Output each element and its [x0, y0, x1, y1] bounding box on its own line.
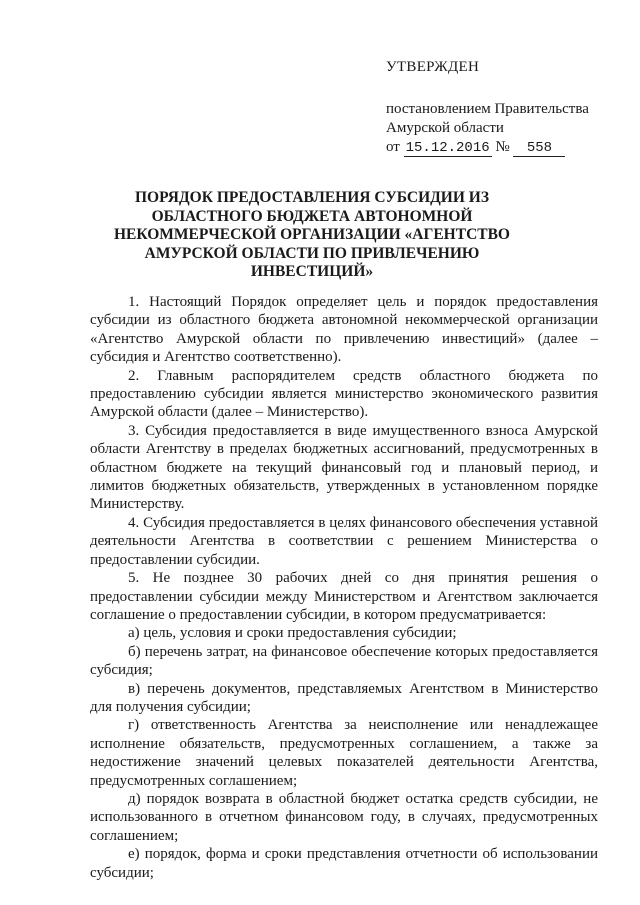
- paragraph-5: 5. Не позднее 30 рабочих дней со дня принятия решения о предоставлении субсидии между Министерством и Агентством заключается соглашение о предоставлении субсидии, в котором предусматривается:: [90, 570, 598, 623]
- paragraph-3: 3. Субсидия предоставляется в виде имущественного взноса Амурской области Агентству в пределах бюджетных ассигнований, предусмотренных в областном бюджете на текущий финансовый год и плановый период, и лимитов бюджетных обязательств, утвержденных в установленном порядке Министерству.: [90, 422, 598, 513]
- list-item-v: в) перечень документов, представляемых Агентством в Министерство для получения субсидии;: [90, 680, 598, 715]
- paragraph-1: 1. Настоящий Порядок определяет цель и порядок предоставления субсидии из областного бюджета автономной некоммерческой организации «Агентство Амурской области по привлечению инвестиций» (далее – субсидия и Агентство соответственно).: [90, 294, 598, 366]
- document-body: [90, 293, 598, 882]
- list-item-d: д) порядок возврата в областной бюджет остатка средств субсидии, не использованного в отчетном финансовом году, в случаях, предусмотренных соглашением;: [90, 790, 598, 844]
- approval-date-value: 15.12.2016: [405, 140, 490, 156]
- approval-date-line: [386, 138, 589, 157]
- list-item-b: б) перечень затрат, на финансовое обеспечение которых предоставляется субсидия;: [90, 643, 598, 679]
- paragraph-2: 2. Главным распорядителем средств областного бюджета по предоставлению субсидии является министерство экономического развития Амурской области (далее – Министерство).: [90, 367, 598, 421]
- paragraph-4: 4. Субсидия предоставляется в целях финансового обеспечения уставной деятельности Агентства в соответствии с решением Министерства о предоставлении субсидии.: [90, 514, 598, 568]
- approval-number-label: №: [495, 139, 510, 155]
- approval-heading: УТВЕРЖДЕН: [386, 59, 480, 75]
- approval-stamp: [386, 58, 589, 157]
- approval-line-resolution: постановлением Правительства: [386, 101, 589, 117]
- list-item-g: г) ответственность Агентства за неисполнение или ненадлежащее исполнение обязательств, предусмотренных соглашением, а также за недостижение значений целевых показателей деятельности Агентства, предусмотренных соглашением;: [90, 717, 598, 789]
- approval-date-prefix: от: [386, 139, 400, 155]
- list-item-e: е) порядок, форма и сроки представления отчетности об использовании субсидии;: [90, 846, 598, 881]
- approval-number-value: 558: [513, 140, 565, 157]
- document-title: ПОРЯДОК ПРЕДОСТАВЛЕНИЯ СУБСИДИИ ИЗ ОБЛАСТНОГО БЮДЖЕТА АВТОНОМНОЙ НЕКОММЕРЧЕСКОЙ ОРГАНИЗАЦИИ «АГЕНТСТВО АМУРСКОЙ ОБЛАСТИ ПО ПРИВЛЕЧЕНИЮ ИНВЕСТИЦИЙ»: [113, 189, 510, 280]
- list-item-a: а) цель, условия и сроки предоставления субсидии;: [128, 625, 457, 642]
- approval-line-region: Амурской области: [386, 120, 504, 136]
